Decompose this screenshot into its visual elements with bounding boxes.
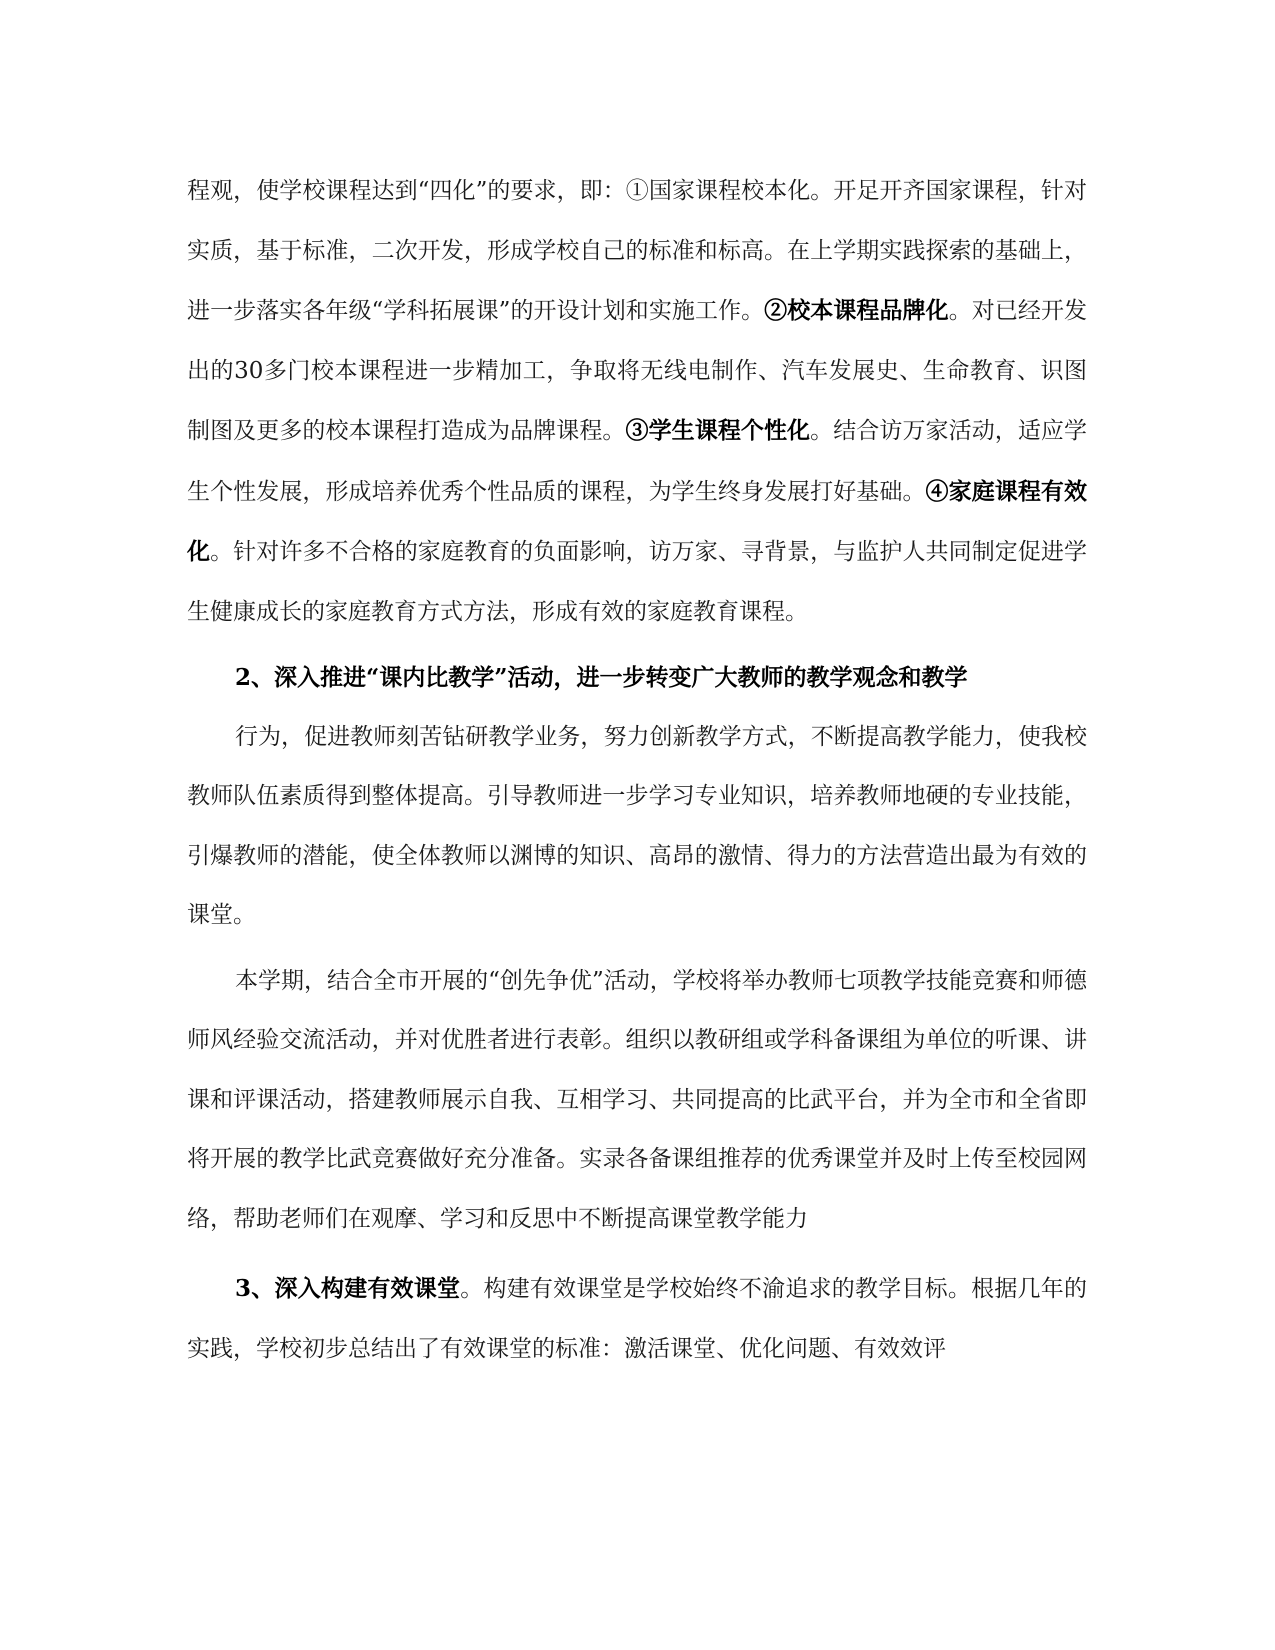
- paragraph-text: 。结合访万家活动，适应学生个性发展，形成培养优秀个性品质的课程，为学生终身发展打好基础。: [187, 418, 1088, 505]
- bold-phrase-student-course-personalization: ③学生课程个性化: [625, 417, 811, 444]
- document-page: [187, 162, 1087, 1379]
- bold-phrase-family-course-effectiveness: ④家庭课程有效化: [187, 477, 1088, 565]
- section-heading-2: 2、深入推进“课内比教学”活动，进一步转变广大教师的教学观念和教学: [235, 664, 968, 691]
- paragraph-text: 。对已经开发出的30多门校本课程进一步精加工，争取将无线电制作、汽车发展史、生命教育、识图制图及更多的校本课程打造成为品牌课程。: [187, 298, 1088, 444]
- paragraph-text: 程观，使学校课程达到“四化”的要求，即：①国家课程校本化。开足开齐国家课程，针对实质，基于标准，二次开发，形成学校自己的标准和标高。在上学期实践探索的基础上，进一步落实各年级“学科拓展课”的开设计划和实施工作。: [187, 178, 1087, 324]
- paragraph-four-modernizations: [187, 162, 1087, 642]
- paragraph-effective-classroom: [187, 1259, 1087, 1379]
- paragraph-text: 。构建有效课堂是学校始终不渝追求的教学目标。根据几年的实践，学校初步总结出了有效课堂的标准：激活课堂、优化问题、有效效评: [187, 1276, 1088, 1362]
- paragraph-teacher-behavior: 行为，促进教师刻苦钻研教学业务，努力创新教学方式，不断提高教学能力，使我校教师队伍素质得到整体提高。引导教师进一步学习专业知识，培养教师地硬的专业技能，引爆教师的潜能，使全体教师以渊博的知识、高昂的激情、得力的方法营造出最为有效的课堂。: [187, 723, 1087, 928]
- paragraph-semester-activities: 本学期，结合全市开展的“创先争优”活动，学校将举办教师七项教学技能竞赛和师德师风经验交流活动，并对优胜者进行表彰。组织以教研组或学科备课组为单位的听课、讲课和评课活动，搭建教师展示自我、互相学习、共同提高的比武平台，并为全市和全省即将开展的教学比武竞赛做好充分准备。实录各备课组推荐的优秀课堂并及时上传至校园网络，帮助老师们在观摩、学习和反思中不断提高课堂教学能力: [187, 967, 1087, 1232]
- paragraph-text: 。针对许多不合格的家庭教育的负面影响，访万家、寻背景，与监护人共同制定促进学生健康成长的家庭教育方式方法，形成有效的家庭教育课程。: [187, 539, 1088, 625]
- section-heading-3: 3、深入构建有效课堂: [235, 1275, 461, 1302]
- bold-phrase-school-course-branding: ②校本课程品牌化: [764, 297, 949, 324]
